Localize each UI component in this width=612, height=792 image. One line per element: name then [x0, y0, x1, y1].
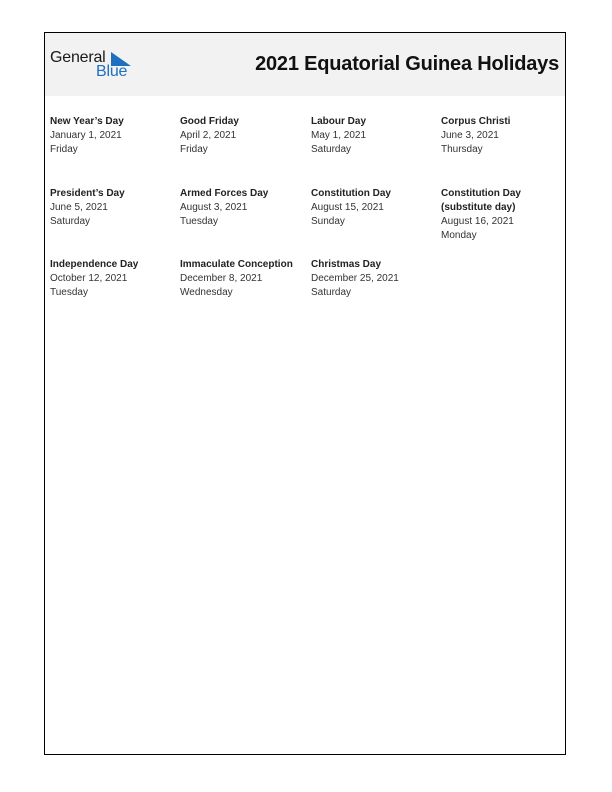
holiday-date: August 15, 2021	[311, 202, 384, 213]
holiday-entry	[311, 187, 439, 229]
holiday-date: August 16, 2021	[441, 216, 514, 227]
holiday-date: August 3, 2021	[180, 202, 248, 213]
holiday-name: Immaculate Conception	[180, 259, 293, 270]
holiday-date: June 5, 2021	[50, 202, 108, 213]
holiday-date: June 3, 2021	[441, 130, 499, 141]
holiday-date: December 8, 2021	[180, 273, 263, 284]
holiday-date: January 1, 2021	[50, 130, 122, 141]
holiday-entry	[441, 115, 569, 157]
holiday-weekday: Friday	[50, 144, 78, 155]
holiday-weekday: Tuesday	[50, 287, 88, 298]
holiday-entry	[50, 187, 178, 229]
holiday-name: Constitution Day	[311, 188, 391, 199]
holiday-entry	[180, 187, 308, 229]
holiday-name: Independence Day	[50, 259, 139, 270]
holiday-entry	[50, 258, 178, 300]
holiday-name: Constitution Day	[441, 188, 521, 199]
holiday-entry	[311, 258, 439, 300]
holiday-weekday: Saturday	[311, 144, 352, 155]
holiday-name: Labour Day	[311, 116, 367, 127]
holiday-name: Christmas Day	[311, 259, 382, 270]
holiday-date: May 1, 2021	[311, 130, 367, 141]
page-frame	[44, 32, 566, 755]
holiday-entry	[50, 115, 178, 157]
holiday-date: October 12, 2021	[50, 273, 128, 284]
holiday-weekday: Friday	[180, 144, 208, 155]
holiday-date: December 25, 2021	[311, 273, 399, 284]
holiday-date: April 2, 2021	[180, 130, 237, 141]
holiday-name: Good Friday	[180, 116, 239, 127]
holiday-name: Corpus Christi	[441, 116, 511, 127]
holiday-weekday: Saturday	[50, 216, 91, 227]
holiday-name: Armed Forces Day	[180, 188, 269, 199]
holiday-weekday: Sunday	[311, 216, 345, 227]
logo-word-general: General	[50, 49, 106, 66]
holiday-name-substitute-note: (substitute day)	[441, 202, 516, 213]
holiday-weekday: Monday	[441, 230, 477, 241]
holiday-weekday: Saturday	[311, 287, 352, 298]
page-header	[45, 33, 565, 96]
holiday-entry	[180, 258, 308, 300]
holiday-name: New Year’s Day	[50, 116, 124, 127]
holiday-weekday: Wednesday	[180, 287, 233, 298]
logo-word-blue: Blue	[96, 63, 128, 80]
holiday-entry	[441, 187, 569, 243]
holiday-entry	[180, 115, 308, 157]
holiday-weekday: Tuesday	[180, 216, 218, 227]
page-title: 2021 Equatorial Guinea Holidays	[255, 53, 559, 75]
generalblue-logo[interactable]	[50, 49, 140, 83]
holiday-name: President’s Day	[50, 188, 125, 199]
holiday-entry	[311, 115, 439, 157]
holiday-weekday: Thursday	[441, 144, 483, 155]
